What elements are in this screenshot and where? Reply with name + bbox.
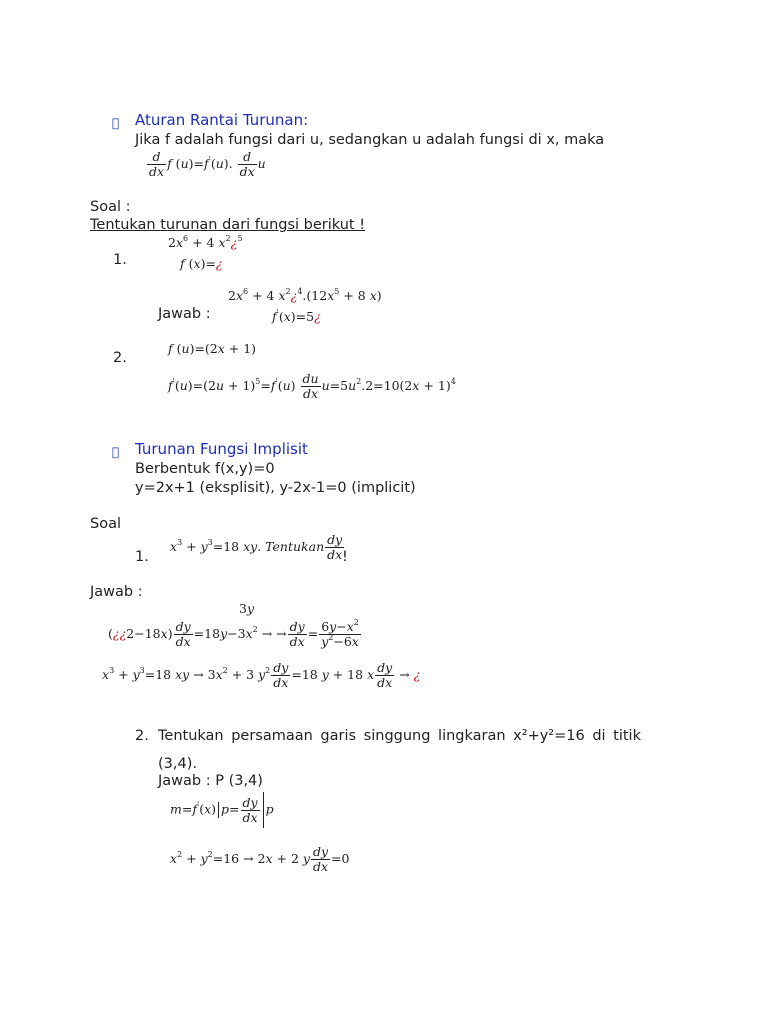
section-heading-chain-rule: Aturan Rantai Turunan: [135, 111, 309, 129]
problem4-text-cont: (3,4). [158, 756, 197, 772]
answer1-derivative: f'(x)=5¿ [272, 308, 321, 324]
answer3-step2: $x^3 + y^3=18$ xy → $3x^2 + 3$ $y^2$ $\frac{dy}{dx}$ =18 y + 18 x $\frac{dy}{dx}$ → ¿ [102, 660, 421, 690]
problem3-equation: $x^3 + y^3=18$ xy. Tentukan $\frac{dy}{dx}$ [170, 532, 343, 562]
soal-label: Soal : [90, 199, 131, 215]
answer3-fragment: 3y [239, 601, 255, 616]
answer1-numerator: $2x^6 + 4$ $x^2¿^4.(12x^5 + 8$ x) [228, 287, 382, 303]
problem4-number: 2. [135, 728, 149, 744]
problem3-exclaim: ! [342, 549, 348, 565]
problem1-numerator: $2x^6 + 4$ $x^2¿^5$ [168, 234, 243, 250]
chain-rule-description: Jika f adalah fungsi dari u, sedangkan u adalah fungsi di x, maka [135, 132, 605, 148]
problem2-number: 2. [113, 350, 127, 366]
problem4-text: Tentukan persamaan garis singgung lingkaran x²+y²=16 di titik [158, 728, 641, 744]
problem3-number: 1. [135, 549, 149, 565]
soal-label: Soal [90, 516, 121, 532]
jawab-label: Jawab : [90, 584, 143, 600]
problem1-function: f (x)=¿ [180, 256, 223, 271]
soal-instruction: Tentukan turunan dari fungsi berikut ! [90, 217, 366, 233]
answer3-step1: (¿¿2−18x) $\frac{dy}{dx}$ $=18y-3x^2$ → → $\frac{dy}{dx}$ = $\frac{6y-x^2}{y^2-6x}$ [108, 618, 359, 649]
bullet-icon [112, 443, 119, 461]
problem1-number: 1. [113, 252, 127, 268]
implicit-example: y=2x+1 (eksplisit), y-2x-1=0 (implicit) [135, 480, 416, 496]
implicit-description: Berbentuk f(x,y)=0 [135, 461, 275, 477]
answer4-derivative: $x^2 + y^2=16 \to 2x + 2$ y $\frac{dy}{dx}$ =0 [170, 844, 350, 874]
jawab-label: Jawab : [158, 306, 211, 322]
problem2-derivative: $f'(u)=(2u + 1)^5=f'(u)$ $\frac{du}{dx}$ $u=5u^2.2=10(2x + 1)^4$ [168, 371, 456, 401]
bullet-icon [112, 114, 119, 132]
section-heading-implicit: Turunan Fungsi Implisit [135, 440, 308, 458]
problem2-function: f (u)=(2x + 1) [168, 341, 257, 356]
chain-rule-formula: $\frac{d}{dx}$ f (u)=f'(u). $\frac{d}{dx}$ u [149, 149, 266, 179]
answer4-slope: m=f'(x) p= $\frac{dy}{dx}$ p [170, 792, 274, 828]
problem4-jawab: Jawab : P (3,4) [158, 773, 263, 789]
